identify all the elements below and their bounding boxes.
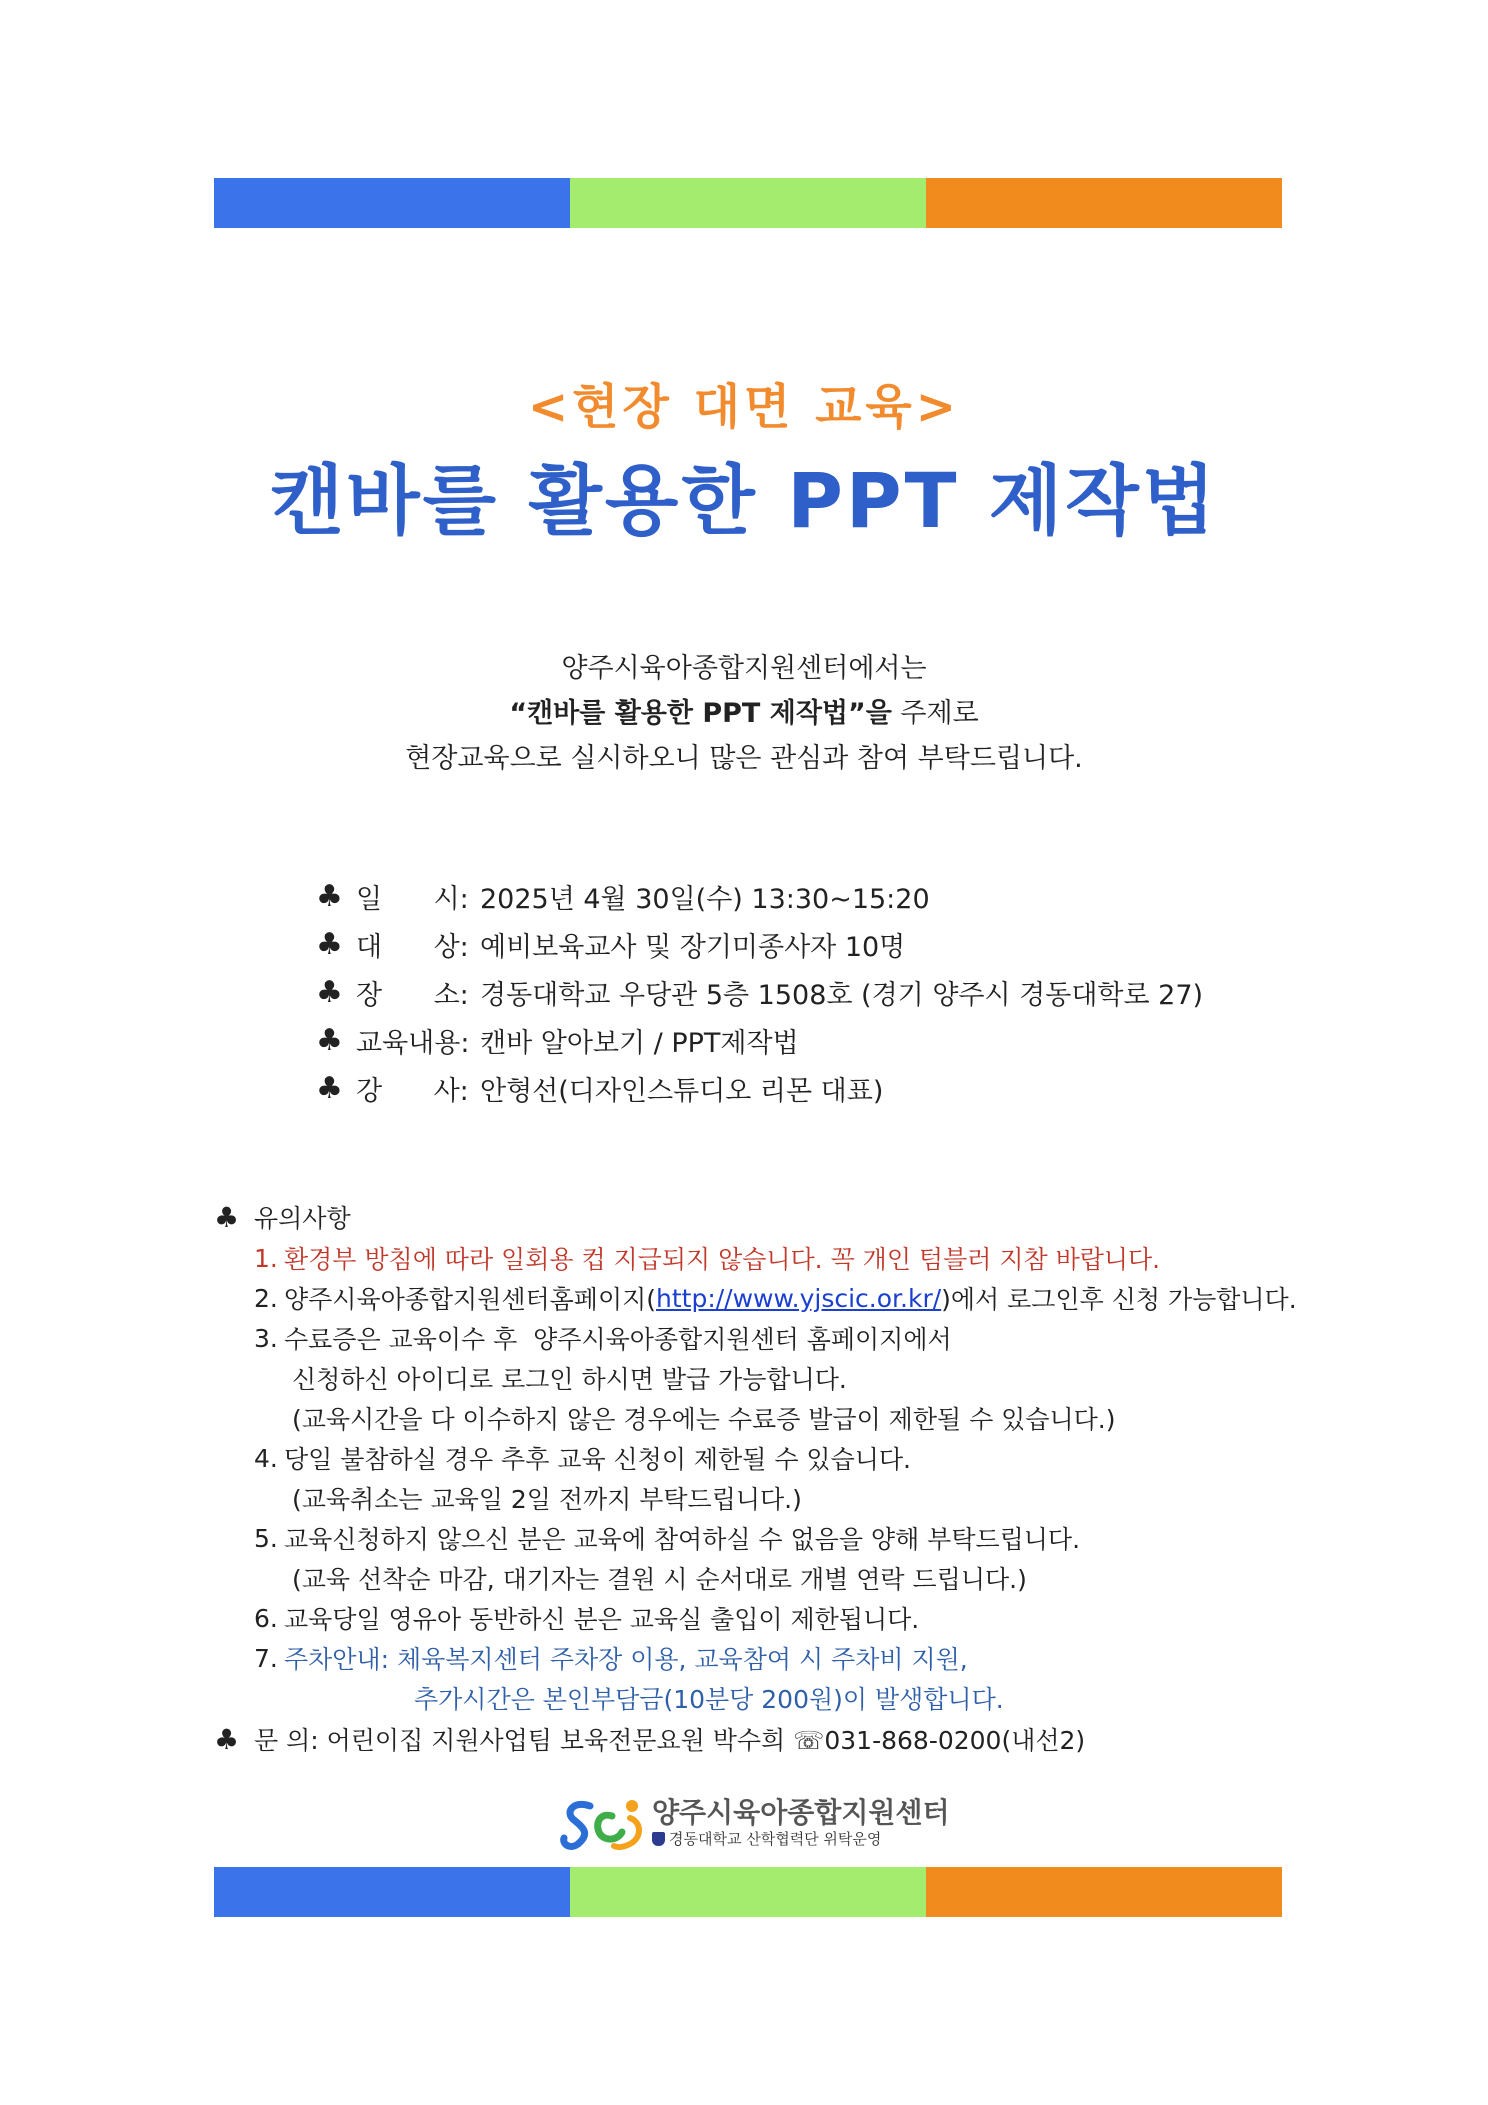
note-number: 4. bbox=[254, 1443, 278, 1473]
notes-heading bbox=[214, 1196, 1314, 1238]
note-number: 5. bbox=[254, 1523, 278, 1553]
intro-topic-suffix: 주제로 bbox=[891, 698, 979, 729]
note-text-suffix: )에서 로그인후 신청 가능합니다. bbox=[941, 1285, 1297, 1314]
note-number: 6. bbox=[254, 1603, 278, 1633]
note-text: 추가시간은 본인부담금(10분당 200원)이 발생합니다. bbox=[414, 1685, 1004, 1714]
note-text: (교육시간을 다 이수하지 않은 경우에는 수료증 발급이 제한될 수 있습니다.) bbox=[292, 1405, 1116, 1434]
detail-value: 2025년 4월 30일(수) 13:30~15:20 bbox=[480, 883, 930, 915]
event-details bbox=[316, 872, 1316, 1112]
bar-blue-segment bbox=[214, 1867, 570, 1917]
detail-value: 경동대학교 우당관 5층 1508호 (경기 양주시 경동대학로 27) bbox=[480, 979, 1204, 1011]
note-item-3-cont bbox=[214, 1398, 1314, 1438]
detail-row-datetime bbox=[316, 872, 1316, 920]
bar-blue-segment bbox=[214, 178, 570, 228]
club-icon: ♣ bbox=[316, 1070, 343, 1106]
note-text: 교육신청하지 않으신 분은 교육에 참여하실 수 없음을 양해 부탁드립니다. bbox=[284, 1525, 1081, 1554]
page-title: 캔바를 활용한 PPT 제작법 bbox=[269, 456, 1219, 545]
detail-label: 일 시: bbox=[356, 883, 469, 915]
center-logo bbox=[560, 1790, 980, 1856]
note-text: (교육 선착순 마감, 대기자는 결원 시 순서대로 개별 연락 드립니다.) bbox=[292, 1565, 1027, 1594]
club-icon: ♣ bbox=[316, 1022, 343, 1058]
homepage-link[interactable]: http://www.yjscic.or.kr/ bbox=[656, 1283, 942, 1313]
bottom-color-bar bbox=[214, 1867, 1282, 1917]
club-icon: ♣ bbox=[316, 974, 343, 1010]
intro-topic: “캔바를 활용한 PPT 제작법”을 bbox=[509, 698, 892, 729]
note-text: (교육취소는 교육일 2일 전까지 부탁드립니다.) bbox=[292, 1485, 802, 1514]
logo-sub-text: 경동대학교 산학협력단 위탁운영 bbox=[669, 1830, 882, 1848]
note-number: 3. bbox=[254, 1323, 278, 1353]
club-icon: ♣ bbox=[214, 1722, 240, 1756]
page-subtitle: <현장 대면 교육> bbox=[527, 379, 961, 435]
detail-label: 강 사: bbox=[356, 1075, 469, 1107]
detail-row-instructor bbox=[316, 1064, 1316, 1112]
intro-text bbox=[0, 646, 1488, 781]
bar-green-segment bbox=[570, 1867, 926, 1917]
note-text: 교육당일 영유아 동반하신 분은 교육실 출입이 제한됩니다. bbox=[284, 1605, 920, 1634]
note-item-3-cont bbox=[214, 1358, 1314, 1398]
note-item-4 bbox=[214, 1438, 1314, 1478]
note-number: 1. bbox=[254, 1243, 278, 1273]
notes-heading-text: 유의사항 bbox=[254, 1204, 351, 1233]
bar-green-segment bbox=[570, 178, 926, 228]
bar-orange-segment bbox=[926, 1867, 1282, 1917]
note-item-5-cont bbox=[214, 1558, 1314, 1598]
note-text: 신청하신 아이디로 로그인 하시면 발급 가능합니다. bbox=[292, 1365, 847, 1394]
intro-line-1: 양주시육아종합지원센터에서는 bbox=[561, 653, 927, 684]
note-text: 수료증은 교육이수 후 양주시육아종합지원센터 홈페이지에서 bbox=[284, 1325, 952, 1354]
detail-row-place bbox=[316, 968, 1316, 1016]
note-number: 2. bbox=[254, 1283, 278, 1313]
note-item-4-cont bbox=[214, 1478, 1314, 1518]
logo-text bbox=[652, 1797, 950, 1849]
note-item-1 bbox=[214, 1238, 1314, 1278]
detail-value: 캔바 알아보기 / PPT제작법 bbox=[480, 1027, 799, 1059]
detail-value: 안형선(디자인스튜디오 리몬 대표) bbox=[480, 1075, 884, 1107]
note-item-5 bbox=[214, 1518, 1314, 1558]
top-color-bar bbox=[214, 178, 1282, 228]
bar-orange-segment bbox=[926, 178, 1282, 228]
club-icon: ♣ bbox=[316, 926, 343, 962]
note-item-7-cont bbox=[214, 1678, 1314, 1718]
club-icon: ♣ bbox=[316, 878, 343, 914]
note-text: 당일 불참하실 경우 추후 교육 신청이 제한될 수 있습니다. bbox=[284, 1445, 911, 1474]
note-number: 7. bbox=[254, 1643, 278, 1673]
note-text-prefix: 양주시육아종합지원센터홈페이지( bbox=[284, 1285, 657, 1314]
club-icon: ♣ bbox=[214, 1200, 240, 1234]
detail-row-content bbox=[316, 1016, 1316, 1064]
note-text: 환경부 방침에 따라 일회용 컵 지급되지 않습니다. 꼭 개인 텀블러 지참 바랍니다. bbox=[284, 1245, 1161, 1274]
detail-value: 예비보육교사 및 장기미종사자 10명 bbox=[480, 931, 906, 963]
note-text: 주차안내: 체육복지센터 주차장 이용, 교육참여 시 주차비 지원, bbox=[284, 1645, 968, 1674]
detail-label: 교육내용: bbox=[356, 1027, 470, 1059]
note-item-2 bbox=[214, 1278, 1314, 1318]
contact-text: 문 의: 어린이집 지원사업팀 보육전문요원 박수희 ☏031-868-0200(내선2) bbox=[254, 1726, 1086, 1755]
logo-name: 양주시육아종합지원센터 bbox=[652, 1796, 950, 1829]
university-shield-icon bbox=[652, 1832, 665, 1846]
detail-row-target bbox=[316, 920, 1316, 968]
detail-label: 대 상: bbox=[356, 931, 469, 963]
note-item-7 bbox=[214, 1638, 1314, 1678]
detail-label: 장 소: bbox=[356, 979, 469, 1011]
center-logo-icon bbox=[560, 1792, 646, 1854]
intro-line-2 bbox=[0, 691, 1488, 736]
contact-info bbox=[214, 1718, 1085, 1760]
notes-section bbox=[214, 1196, 1314, 1718]
intro-line-3: 현장교육으로 실시하오니 많은 관심과 참여 부탁드립니다. bbox=[405, 743, 1083, 774]
note-item-6 bbox=[214, 1598, 1314, 1638]
logo-sub bbox=[652, 1829, 950, 1849]
note-item-3 bbox=[214, 1318, 1314, 1358]
